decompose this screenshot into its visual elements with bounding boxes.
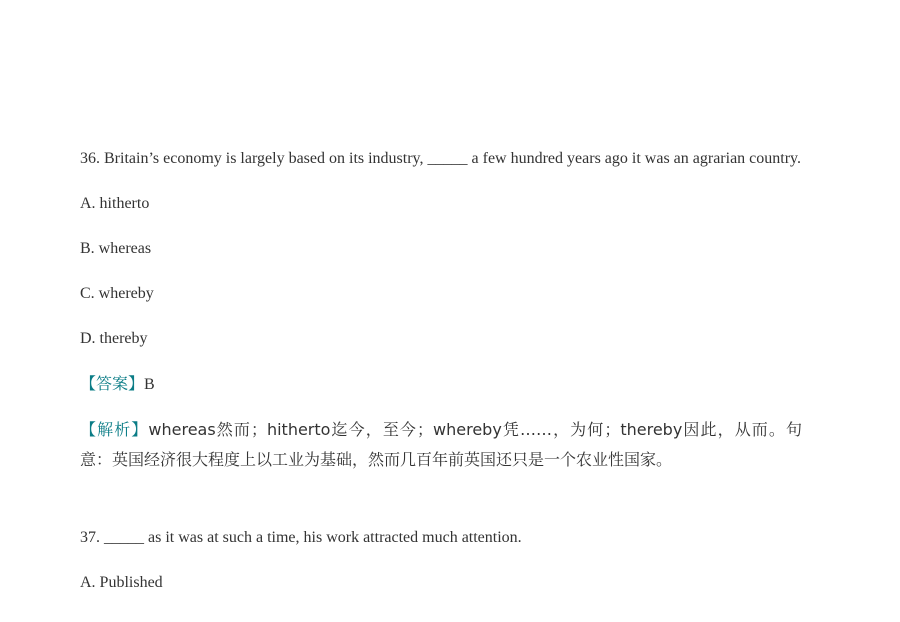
analysis-tag: 【解析】	[80, 420, 149, 439]
question-37-option-a: A. Published	[80, 574, 163, 591]
question-list	[80, 144, 802, 597]
question-36-option-b: B. whereas	[80, 240, 152, 257]
question-36-answer	[80, 369, 802, 399]
analysis-text: whereas然而；hitherto迄今，至今；whereby凭……，为何；thereby因此，从而。句意：英国经济很大程度上以工业为基础，然而几百年前英国还只是一个农业性国家。	[80, 420, 802, 469]
question-36-option-d: D. thereby	[80, 330, 148, 347]
question-36-option-c: C. whereby	[80, 285, 154, 302]
answer-tag: 【答案】	[80, 374, 145, 393]
question-36-analysis	[80, 415, 802, 475]
question-36-option-a: A. hitherto	[80, 195, 150, 212]
question-36-stem: 36. Britain’s economy is largely based on its industry, _____ a few hundred years ago it was an agrarian country.	[80, 150, 802, 167]
answer-value: B	[144, 376, 155, 393]
question-37-stem: 37. _____ as it was at such a time, his work attracted much attention.	[80, 529, 522, 546]
